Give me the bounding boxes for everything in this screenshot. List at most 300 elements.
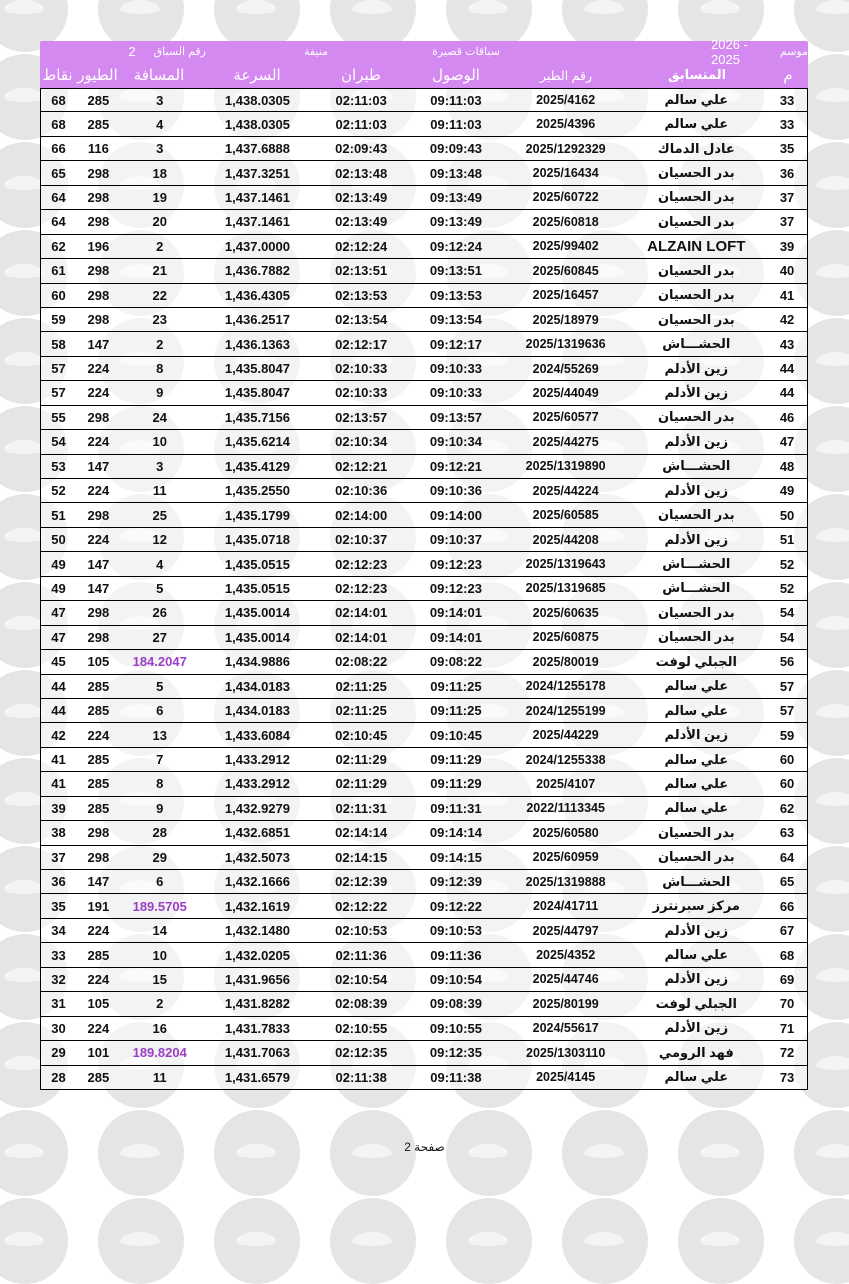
birds-cell: 285 (87, 752, 110, 768)
table-row (40, 357, 808, 381)
ring-cell: 2025/18979 (532, 312, 599, 327)
speed-cell: 1,434.9886 (224, 654, 290, 670)
col-arrival: الوصول (432, 67, 480, 84)
birds-cell: 147 (87, 458, 110, 474)
ring-cell: 2025/44049 (532, 385, 599, 400)
rank-cell: 60 (779, 776, 795, 792)
watermark-logo (98, 1198, 184, 1284)
pigeon-icon (700, 0, 740, 14)
table-row (40, 455, 808, 479)
ring-cell: 2025/60580 (532, 825, 599, 840)
pigeon-icon (4, 264, 44, 278)
table-row (40, 235, 808, 259)
rank-cell: 51 (779, 532, 795, 548)
col-name: المتسابق (667, 67, 727, 82)
pigeon-icon (236, 1232, 276, 1246)
flight-cell: 02:11:25 (335, 703, 387, 719)
pigeon-icon (120, 0, 160, 14)
arrival-cell: 09:14:01 (429, 629, 482, 645)
birds-cell: 224 (87, 727, 110, 743)
rank-cell: 35 (779, 141, 795, 157)
table-row (40, 772, 808, 796)
flight-cell: 02:12:39 (335, 874, 388, 890)
flight-cell: 02:12:21 (335, 458, 388, 474)
speed-cell: 1,435.6214 (224, 434, 290, 450)
race-location: منيفة (304, 46, 328, 58)
race-type: سباقات قصيرة (432, 46, 500, 58)
table-row (40, 577, 808, 601)
pigeon-icon (352, 0, 392, 14)
pigeon-icon (584, 0, 624, 14)
pigeon-icon (816, 528, 849, 542)
distance-cell: 12 (152, 532, 167, 548)
table-row (40, 186, 808, 210)
rank-cell: 44 (779, 361, 795, 377)
points-cell: 57 (51, 385, 66, 401)
ring-cell: 2025/60959 (532, 850, 599, 865)
rank-cell: 71 (779, 1020, 795, 1036)
rank-cell: 47 (779, 434, 795, 450)
pigeon-icon (4, 968, 44, 982)
flight-cell: 02:11:36 (335, 947, 387, 963)
flight-cell: 02:14:00 (335, 507, 388, 523)
table-row (40, 381, 808, 405)
rank-cell: 48 (779, 458, 795, 474)
table-row (40, 894, 808, 918)
race-number-label: رقم السباق (153, 46, 206, 58)
distance-cell: 5 (156, 678, 164, 694)
distance-cell: 27 (152, 629, 167, 645)
arrival-cell: 09:12:22 (429, 898, 482, 914)
birds-cell: 105 (87, 996, 110, 1012)
arrival-cell: 09:14:14 (429, 825, 482, 841)
speed-cell: 1,435.8047 (224, 361, 290, 377)
distance-cell: 11 (152, 483, 167, 499)
ring-cell: 2022/1113345 (526, 801, 605, 816)
distance-cell: 6 (156, 703, 164, 719)
name-cell: الحشـــاش (662, 458, 731, 474)
watermark-logo (0, 1198, 68, 1284)
rank-cell: 41 (779, 287, 795, 303)
points-cell: 68 (51, 116, 66, 132)
pigeon-icon (120, 1232, 160, 1246)
ring-cell: 2025/44275 (532, 434, 599, 449)
arrival-cell: 09:10:53 (429, 923, 482, 939)
name-cell: علي سالم (664, 800, 729, 816)
ring-cell: 2025/4107 (536, 776, 596, 791)
birds-cell: 224 (87, 434, 110, 450)
flight-cell: 02:12:35 (335, 1045, 388, 1061)
arrival-cell: 09:10:34 (429, 434, 482, 450)
speed-cell: 1,433.2912 (224, 752, 290, 768)
table-row (40, 821, 808, 845)
flight-cell: 02:11:29 (335, 752, 387, 768)
ring-cell: 2024/55269 (532, 361, 599, 376)
rank-cell: 59 (779, 727, 795, 743)
pigeon-icon (816, 792, 849, 806)
pigeon-icon (816, 264, 849, 278)
ring-cell: 2025/1319643 (525, 557, 606, 572)
name-cell: زين الأدلم (664, 482, 729, 498)
speed-cell: 1,435.0014 (224, 605, 290, 621)
birds-cell: 298 (87, 605, 110, 621)
distance-cell: 2 (156, 996, 164, 1012)
rank-cell: 33 (779, 92, 795, 108)
table-row (40, 430, 808, 454)
pigeon-icon (468, 0, 508, 14)
rank-cell: 57 (779, 703, 795, 719)
points-cell: 60 (51, 287, 66, 303)
points-cell: 49 (51, 556, 66, 572)
distance-cell: 22 (152, 287, 167, 303)
distance-cell: 21 (152, 263, 167, 279)
ring-cell: 2025/1319888 (525, 874, 606, 889)
name-cell: زين الأدلم (664, 1020, 729, 1036)
table-header-top (40, 36, 808, 67)
ring-cell: 2025/44224 (532, 483, 599, 498)
ring-cell: 2025/44208 (532, 532, 599, 547)
flight-cell: 02:13:49 (335, 214, 388, 230)
pigeon-icon (816, 352, 849, 366)
arrival-cell: 09:11:25 (430, 703, 482, 719)
flight-cell: 02:12:23 (335, 556, 388, 572)
rank-cell: 60 (779, 752, 795, 768)
arrival-cell: 09:12:35 (429, 1045, 482, 1061)
pigeon-icon (584, 1232, 624, 1246)
table-row (40, 308, 808, 332)
points-cell: 28 (51, 1069, 66, 1085)
distance-cell: 15 (152, 971, 167, 987)
arrival-cell: 09:08:22 (429, 654, 482, 670)
points-cell: 41 (51, 776, 66, 792)
ring-cell: 2024/41711 (532, 899, 599, 914)
speed-cell: 1,436.7882 (224, 263, 290, 279)
arrival-cell: 09:13:49 (429, 189, 482, 205)
birds-cell: 147 (87, 874, 110, 890)
table-row (40, 137, 808, 161)
col-speed: السرعة (233, 67, 281, 84)
speed-cell: 1,434.0183 (224, 703, 290, 719)
table-row (40, 601, 808, 625)
flight-cell: 02:10:45 (335, 727, 388, 743)
points-cell: 29 (51, 1045, 66, 1061)
ring-cell: 2025/60635 (532, 605, 599, 620)
distance-cell: 20 (152, 214, 167, 230)
rank-cell: 57 (779, 678, 795, 694)
pigeon-icon (816, 176, 849, 190)
ring-cell: 2024/1255199 (525, 703, 606, 718)
col-points: نقاط (42, 67, 73, 84)
arrival-cell: 09:11:03 (430, 92, 482, 108)
arrival-cell: 09:12:23 (429, 580, 482, 596)
speed-cell: 1,435.2550 (224, 483, 290, 499)
table-row (40, 112, 808, 136)
watermark-logo (794, 1198, 849, 1284)
distance-cell: 4 (156, 116, 164, 132)
name-cell: علي سالم (664, 751, 729, 767)
distance-cell: 11 (152, 1069, 167, 1085)
name-cell: علي سالم (664, 116, 729, 132)
flight-cell: 02:11:25 (335, 678, 387, 694)
arrival-cell: 09:14:01 (429, 605, 482, 621)
points-cell: 50 (51, 532, 66, 548)
distance-cell: 3 (156, 141, 164, 157)
table-row (40, 1066, 808, 1090)
flight-cell: 02:14:01 (335, 629, 388, 645)
birds-cell: 224 (87, 483, 110, 499)
arrival-cell: 09:08:39 (429, 996, 482, 1012)
watermark-logo (214, 1198, 300, 1284)
birds-cell: 298 (87, 507, 110, 523)
distance-cell: 9 (156, 800, 164, 816)
table-row (40, 528, 808, 552)
page-number: صفحة 2 (404, 1140, 445, 1154)
birds-cell: 196 (87, 238, 110, 254)
speed-cell: 1,435.0014 (224, 629, 290, 645)
points-cell: 39 (51, 800, 66, 816)
name-cell: زين الأدلم (664, 531, 729, 547)
name-cell: فهد الرومي (658, 1044, 734, 1060)
speed-cell: 1,435.0718 (224, 532, 290, 548)
rank-cell: 63 (779, 825, 795, 841)
pigeon-icon (4, 1232, 44, 1246)
distance-cell: 6 (156, 874, 164, 890)
speed-cell: 1,436.1363 (224, 336, 290, 352)
rank-cell: 70 (779, 996, 795, 1012)
ring-cell: 2025/60722 (532, 190, 599, 205)
arrival-cell: 09:10:37 (429, 532, 482, 548)
points-cell: 47 (51, 629, 66, 645)
table-row (40, 748, 808, 772)
rank-cell: 54 (779, 629, 795, 645)
speed-cell: 1,435.7156 (224, 409, 290, 425)
ring-cell: 2025/16457 (532, 288, 599, 303)
ring-cell: 2025/1319890 (525, 459, 606, 474)
points-cell: 35 (51, 898, 66, 914)
name-cell: بدر الحسيان (657, 262, 735, 278)
pigeon-icon (352, 1232, 392, 1246)
rank-cell: 46 (779, 409, 795, 425)
flight-cell: 02:13:48 (335, 165, 388, 181)
ring-cell: 2024/1255178 (525, 679, 606, 694)
birds-cell: 285 (87, 800, 110, 816)
distance-cell: 5 (156, 580, 164, 596)
distance-cell: 8 (156, 776, 164, 792)
birds-cell: 147 (87, 556, 110, 572)
birds-cell: 298 (87, 287, 110, 303)
rank-cell: 68 (779, 947, 795, 963)
speed-cell: 1,435.0515 (224, 580, 290, 596)
points-cell: 54 (51, 434, 66, 450)
distance-cell: 29 (152, 849, 167, 865)
rank-cell: 36 (779, 165, 795, 181)
speed-cell: 1,431.7063 (224, 1045, 290, 1061)
ring-cell: 2025/60577 (532, 410, 599, 425)
speed-cell: 1,432.6851 (224, 825, 290, 841)
name-cell: بدر الحسيان (657, 849, 735, 865)
birds-cell: 285 (87, 116, 110, 132)
points-cell: 64 (51, 214, 66, 230)
speed-cell: 1,432.1666 (224, 874, 290, 890)
pigeon-icon (4, 88, 44, 102)
col-ring: رقم الطير (540, 68, 593, 83)
pigeon-icon (4, 528, 44, 542)
arrival-cell: 09:12:23 (429, 556, 482, 572)
birds-cell: 298 (87, 214, 110, 230)
arrival-cell: 09:13:54 (429, 312, 482, 328)
ring-cell: 2025/60818 (532, 214, 599, 229)
pigeon-icon (468, 1232, 508, 1246)
col-rank: م (783, 67, 793, 84)
distance-cell: 14 (152, 923, 167, 939)
rank-cell: 73 (779, 1069, 795, 1085)
table-row (40, 552, 808, 576)
points-cell: 45 (51, 654, 66, 670)
birds-cell: 285 (87, 1069, 110, 1085)
ring-cell: 2025/60845 (532, 263, 599, 278)
birds-cell: 224 (87, 971, 110, 987)
speed-cell: 1,431.7833 (224, 1020, 290, 1036)
distance-cell: 2 (156, 336, 164, 352)
birds-cell: 285 (87, 776, 110, 792)
flight-cell: 02:14:14 (335, 825, 388, 841)
name-cell: بدر الحسيان (657, 409, 735, 425)
watermark-logo (678, 1198, 764, 1284)
distance-cell: 28 (152, 825, 167, 841)
birds-cell: 298 (87, 189, 110, 205)
results-table (40, 36, 808, 1090)
ring-cell: 2024/1255338 (525, 752, 606, 767)
birds-cell: 298 (87, 825, 110, 841)
spacer (526, 41, 711, 62)
points-cell: 34 (51, 923, 66, 939)
name-cell: علي سالم (664, 947, 729, 963)
rank-cell: 64 (779, 849, 795, 865)
pigeon-icon (4, 616, 44, 630)
speed-cell: 1,435.0515 (224, 556, 290, 572)
flight-cell: 02:13:54 (335, 312, 388, 328)
pigeon-icon (816, 1232, 849, 1246)
ring-cell: 2025/4162 (536, 93, 596, 108)
birds-cell: 224 (87, 385, 110, 401)
rank-cell: 42 (779, 312, 795, 328)
race-number-cell (40, 41, 226, 62)
column-headers (40, 62, 808, 88)
points-cell: 65 (51, 165, 66, 181)
speed-cell: 1,438.0305 (224, 116, 290, 132)
birds-cell: 298 (87, 312, 110, 328)
pigeon-icon (4, 0, 44, 14)
distance-cell: 189.8204 (132, 1045, 187, 1061)
birds-cell: 285 (87, 92, 110, 108)
flight-cell: 02:10:37 (335, 532, 388, 548)
rank-cell: 52 (779, 556, 795, 572)
arrival-cell: 09:13:49 (429, 214, 482, 230)
distance-cell: 3 (156, 92, 164, 108)
pigeon-icon (816, 880, 849, 894)
name-cell: بدر الحسيان (657, 165, 735, 181)
flight-cell: 02:11:03 (335, 92, 387, 108)
points-cell: 61 (51, 263, 66, 279)
points-cell: 51 (51, 507, 66, 523)
ring-cell: 2025/4352 (536, 948, 596, 963)
speed-cell: 1,434.0183 (224, 678, 290, 694)
flight-cell: 02:11:38 (335, 1069, 387, 1085)
table-row (40, 259, 808, 283)
distance-cell: 7 (156, 752, 164, 768)
name-cell: زين الأدلم (664, 360, 729, 376)
distance-cell: 16 (152, 1020, 167, 1036)
speed-cell: 1,432.1619 (224, 898, 290, 914)
ring-cell: 2025/80199 (532, 996, 599, 1011)
flight-cell: 02:13:53 (335, 287, 388, 303)
pigeon-icon (816, 1056, 849, 1070)
flight-cell: 02:11:31 (335, 800, 387, 816)
speed-cell: 1,437.6888 (224, 141, 290, 157)
points-cell: 52 (51, 483, 66, 499)
table-row (40, 332, 808, 356)
pigeon-icon (4, 440, 44, 454)
points-cell: 36 (51, 874, 66, 890)
name-cell: زين الأدلم (664, 971, 729, 987)
speed-cell: 1,431.6579 (224, 1069, 290, 1085)
table-row (40, 675, 808, 699)
arrival-cell: 09:11:29 (430, 776, 482, 792)
name-cell: مركز سبرنترز (652, 898, 740, 914)
arrival-cell: 09:11:25 (430, 678, 482, 694)
arrival-cell: 09:10:54 (429, 971, 482, 987)
name-cell: بدر الحسيان (657, 629, 735, 645)
ring-cell: 2025/44229 (532, 728, 599, 743)
points-cell: 64 (51, 189, 66, 205)
season-label: موسم (779, 46, 808, 58)
rank-cell: 43 (779, 336, 795, 352)
flight-cell: 02:13:51 (335, 263, 388, 279)
name-cell: الحشـــاش (662, 873, 731, 889)
distance-cell: 3 (156, 458, 164, 474)
speed-cell: 1,435.8047 (224, 385, 290, 401)
flight-cell: 02:10:33 (335, 385, 388, 401)
arrival-cell: 09:11:36 (430, 947, 482, 963)
rank-cell: 37 (779, 214, 795, 230)
arrival-cell: 09:14:00 (429, 507, 482, 523)
table-row (40, 626, 808, 650)
pigeon-icon (816, 440, 849, 454)
ring-cell: 2025/1292329 (525, 141, 606, 156)
ring-cell: 2025/1319685 (525, 581, 606, 596)
birds-cell: 105 (87, 654, 110, 670)
points-cell: 41 (51, 752, 66, 768)
distance-cell: 25 (152, 507, 167, 523)
speed-cell: 1,435.1799 (224, 507, 290, 523)
arrival-cell: 09:11:38 (430, 1069, 482, 1085)
points-cell: 62 (51, 238, 66, 254)
speed-cell: 1,437.3251 (224, 165, 290, 181)
distance-cell: 189.5705 (132, 898, 187, 914)
watermark-logo (330, 1198, 416, 1284)
table-row (40, 1017, 808, 1041)
points-cell: 68 (51, 92, 66, 108)
arrival-cell: 09:13:51 (429, 263, 482, 279)
birds-cell: 191 (87, 898, 110, 914)
ring-cell: 2025/1319636 (525, 337, 606, 352)
rank-cell: 44 (779, 385, 795, 401)
flight-cell: 02:11:03 (335, 116, 387, 132)
season-value: 2026 - 2025 (711, 36, 748, 67)
birds-cell: 116 (87, 141, 109, 157)
speed-cell: 1,437.1461 (224, 189, 290, 205)
distance-cell: 24 (152, 409, 167, 425)
